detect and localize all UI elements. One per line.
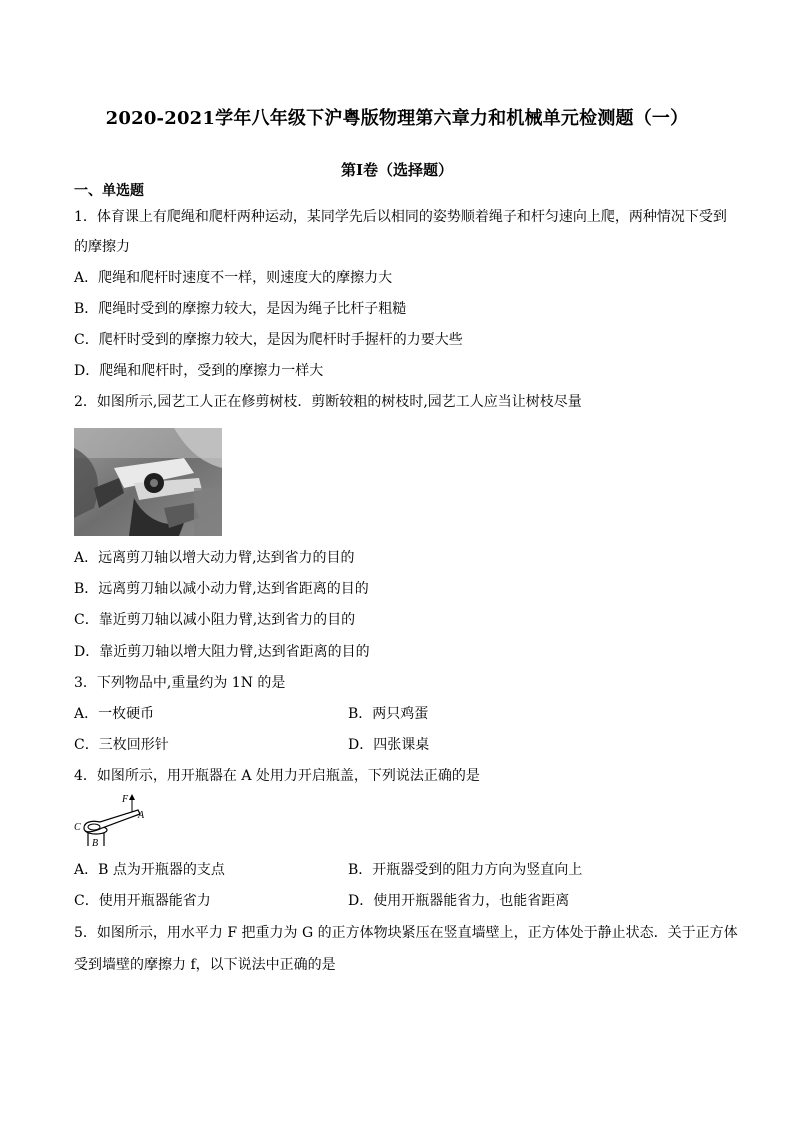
q4-stem: 4．如图所示，用开瓶器在 A 处用力开启瓶盖，下列说法正确的是 <box>74 768 480 784</box>
bottle-opener-diagram <box>74 792 154 848</box>
q2-stem: 2．如图所示,园艺工人正在修剪树枝．剪断较粗的树枝时,园艺工人应当让树枝尽量 <box>74 394 582 410</box>
q4-option-d: D．使用开瓶器能省力，也能省距离 <box>348 893 570 909</box>
q5-stem-line1: 5．如图所示，用水平力 F 把重力为 G 的正方体物块紧压在竖直墙壁上，正方体处于静止状态．关于正方体 <box>74 925 738 941</box>
q2-option-d: D．靠近剪刀轴以增大阻力臂,达到省距离的目的 <box>74 644 370 660</box>
q1-stem-line2: 的摩擦力 <box>74 239 130 255</box>
q2-option-c: C．靠近剪刀轴以减小阻力臂,达到省力的目的 <box>74 612 356 628</box>
q1-option-d: D．爬绳和爬杆时，受到的摩擦力一样大 <box>74 363 324 379</box>
q4-option-a: A．B 点为开瓶器的支点 <box>74 862 225 878</box>
page-title: 2020-2021学年八年级下沪粤版物理第六章力和机械单元检测题（一） <box>105 108 689 129</box>
q1-option-b: B．爬绳时受到的摩擦力较大，是因为绳子比杆子粗糙 <box>74 301 407 317</box>
q3-option-a: A．一枚硬币 <box>74 706 155 722</box>
q3-option-d: D．四张课桌 <box>348 737 430 753</box>
q3-option-b: B．两只鸡蛋 <box>348 706 429 722</box>
label-a: A <box>138 810 145 821</box>
q2-option-a: A．远离剪刀轴以增大动力臂,达到省力的目的 <box>74 550 355 566</box>
section-heading-single-choice: 一、单选题 <box>74 183 144 199</box>
pruning-shears-image <box>74 428 222 536</box>
label-b: B <box>92 838 99 848</box>
q3-option-c: C．三枚回形针 <box>74 737 169 753</box>
q5-stem-line2: 受到墙壁的摩擦力 f，以下说法中正确的是 <box>74 957 336 973</box>
q1-option-c: C．爬杆时受到的摩擦力较大，是因为爬杆时手握杆的力要大些 <box>74 332 463 348</box>
bottle-opener-figure <box>74 792 154 848</box>
q2-option-b: B．远离剪刀轴以减小动力臂,达到省距离的目的 <box>74 581 369 597</box>
q4-option-c: C．使用开瓶器能省力 <box>74 893 211 909</box>
q3-stem: 3．下列物品中,重量约为 1N 的是 <box>74 675 286 691</box>
label-c: C <box>74 822 81 833</box>
q1-stem-line1: 1．体育课上有爬绳和爬杆两种运动，某同学先后以相同的姿势顺着绳子和杆匀速向上爬，两种情况下受到 <box>74 209 727 225</box>
label-f: F <box>122 794 129 805</box>
pruning-shears-photo <box>74 428 222 536</box>
q1-option-a: A．爬绳和爬杆时速度不一样，则速度大的摩擦力大 <box>74 270 393 286</box>
volume-subtitle: 第I卷（选择题） <box>340 161 454 179</box>
q4-option-b: B．开瓶器受到的阻力方向为竖直向上 <box>348 862 583 878</box>
